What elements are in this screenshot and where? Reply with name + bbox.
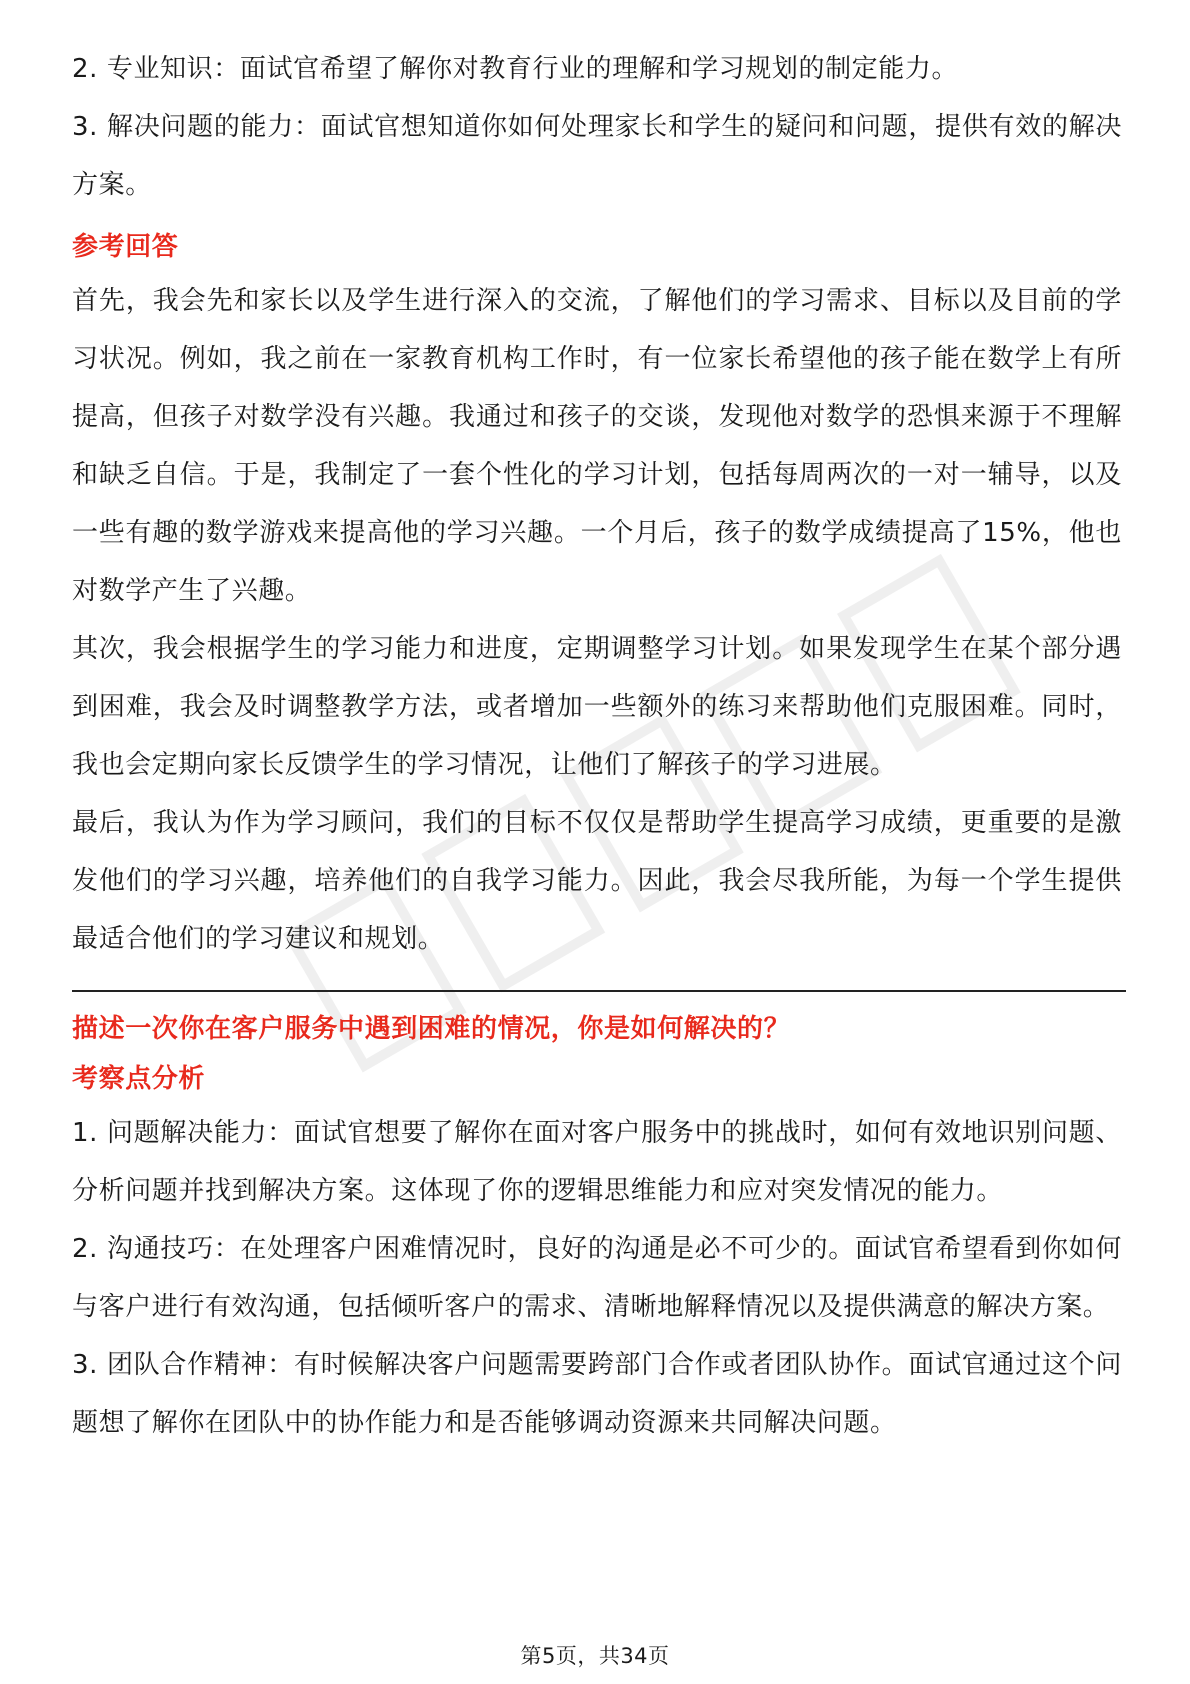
analysis-item-2: 2. 沟通技巧：在处理客户困难情况时，良好的沟通是必不可少的。面试官希望看到你如何与客户进行有效沟通，包括倾听客户的需求、清晰地解释情况以及提供满意的解决方案。	[72, 1234, 1122, 1322]
answer-paragraph-1: 首先，我会先和家长以及学生进行深入的交流，了解他们的学习需求、目标以及目前的学习状况。例如，我之前在一家教育机构工作时，有一位家长希望他的孩子能在数学上有所提高，但孩子对数学没有兴趣。我通过和孩子的交谈，发现他对数学的恐惧来源于不理解和缺乏自信。于是，我制定了一套个性化的学习计划，包括每周两次的一对一辅导，以及一些有趣的数学游戏来提高他的学习兴趣。一个月后，孩子的数学成绩提高了15%，他也对数学产生了兴趣。	[72, 286, 1122, 606]
analysis-item-3: 3. 团队合作精神：有时候解决客户问题需要跨部门合作或者团队协作。面试官通过这个问题想了解你在团队中的协作能力和是否能够调动资源来共同解决问题。	[72, 1350, 1122, 1438]
analysis-heading: 考察点分析	[72, 1064, 206, 1094]
analysis-item-1: 1. 问题解决能力：面试官想要了解你在面对客户服务中的挑战时，如何有效地识别问题、分析问题并找到解决方案。这体现了你的逻辑思维能力和应对突发情况的能力。	[72, 1118, 1122, 1206]
answer-heading: 参考回答	[72, 232, 179, 262]
page-number: 第5页，共34页	[520, 1644, 670, 1668]
answer-paragraph-3: 最后，我认为作为学习顾问，我们的目标不仅仅是帮助学生提高学习成绩，更重要的是激发他们的学习兴趣，培养他们的自我学习能力。因此，我会尽我所能，为每一个学生提供最适合他们的学习建议和规划。	[72, 808, 1122, 954]
section-divider	[72, 990, 1126, 992]
question-heading: 描述一次你在客户服务中遇到困难的情况，你是如何解决的？	[72, 1014, 791, 1044]
block1-item-2: 2. 专业知识：面试官希望了解你对教育行业的理解和学习规划的制定能力。	[72, 54, 959, 84]
document-page	[72, 40, 1122, 1452]
answer-paragraph-2: 其次，我会根据学生的学习能力和进度，定期调整学习计划。如果发现学生在某个部分遇到困难，我会及时调整教学方法，或者增加一些额外的练习来帮助他们克服困难。同时，我也会定期向家长反馈学生的学习情况，让他们了解孩子的学习进展。	[72, 634, 1122, 780]
block1-item-3: 3. 解决问题的能力：面试官想知道你如何处理家长和学生的疑问和问题，提供有效的解决方案。	[72, 112, 1122, 200]
